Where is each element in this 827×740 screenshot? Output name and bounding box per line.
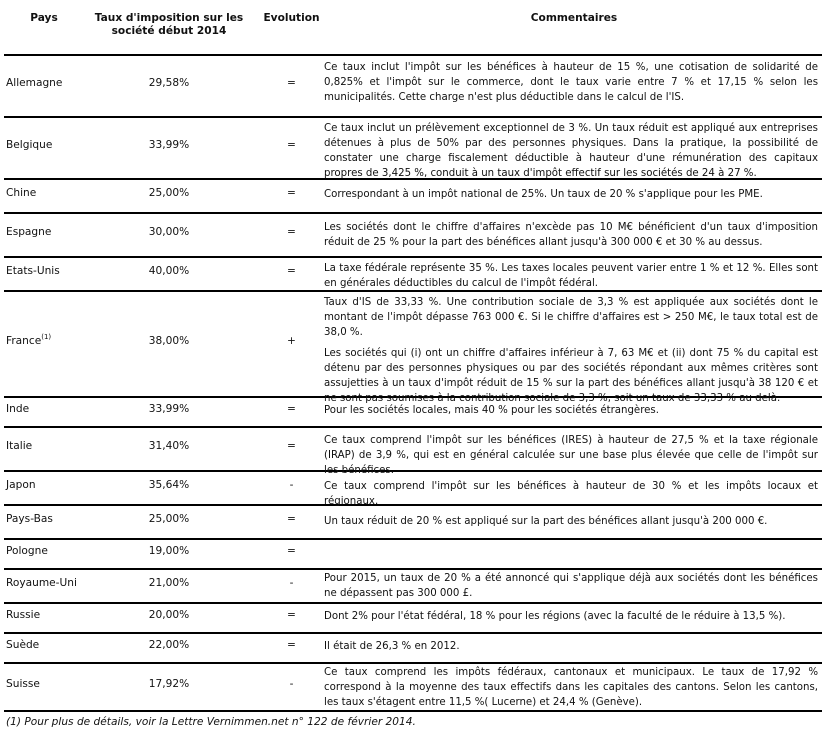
table-row <box>4 602 822 634</box>
tax-rate-cell: 38,00% <box>148 335 190 347</box>
table-row <box>4 426 822 476</box>
country-name: Etats-Unis <box>6 265 60 277</box>
tax-rate-cell: 17,92% <box>148 678 190 690</box>
comment-paragraph: Taux d'IS de 33,33 %. Une contribution sociale de 3,3 % est appliquée aux sociétés dont le montant de l'impôt dépasse 763 000 €. Si le chiffre d'affaires est > 250 M€, le taux total est de 38,0 %. <box>324 297 818 338</box>
header-comments: Commentaires <box>530 12 618 24</box>
tax-rate-cell: 19,00% <box>148 545 190 557</box>
tax-rate-cell: 22,00% <box>148 639 190 651</box>
evolution-cell: - <box>289 678 294 690</box>
country-cell <box>6 138 86 153</box>
header-evolution: Evolution <box>263 12 320 24</box>
country-name: Royaume-Uni <box>6 577 77 589</box>
comment-paragraph: Dont 2% pour l'état fédéral, 18 % pour les régions (avec la faculté de le réduire à 13,5 %). <box>324 611 786 622</box>
tax-rate-cell: 25,00% <box>148 513 190 525</box>
country-cell <box>6 334 86 349</box>
tax-rate-cell: 33,99% <box>148 139 190 151</box>
country-cell <box>6 439 86 454</box>
comment-paragraph: Pour 2015, un taux de 20 % a été annoncé qui s'applique déjà aux sociétés dont les bénéfices ne dépassent pas 300 000 £. <box>324 573 818 599</box>
evolution-cell: - <box>289 577 294 589</box>
tax-rate-cell: 30,00% <box>148 226 190 238</box>
country-cell <box>6 76 86 91</box>
evolution-cell: = <box>287 187 296 199</box>
comments-cell <box>324 187 818 208</box>
evolution-cell: = <box>287 139 296 151</box>
table-row <box>4 470 822 506</box>
country-name: Chine <box>6 187 37 199</box>
country-name: Inde <box>6 403 30 415</box>
comment-paragraph: Correspondant à un impôt national de 25%. Un taux de 20 % s'applique pour les PME. <box>324 189 763 200</box>
tax-rate-cell: 21,00% <box>148 577 190 589</box>
comments-cell <box>324 403 818 424</box>
table-row <box>4 568 822 604</box>
country-cell <box>6 186 86 201</box>
table-row <box>4 212 822 258</box>
table-row <box>4 54 822 118</box>
comment-paragraph: Ce taux inclut l'impôt sur les bénéfices à hauteur de 15 %, une cotisation de solidarité de 0,825% et l'impôt sur le commerce, dont le taux varie entre 7 % et 17,15 % selon les municipalités. Cette charge n'est plus déductible dans le calcul de l'IS. <box>324 62 818 103</box>
table-row <box>4 290 822 404</box>
footnote: (1) Pour plus de détails, voir la Lettre Vernimmen.net n° 122 de février 2014. <box>6 716 416 728</box>
table-row <box>4 504 822 540</box>
header-tax-rate: Taux d'imposition sur les société début 2014 <box>94 12 244 37</box>
table-row <box>4 396 822 428</box>
evolution-cell: - <box>289 479 294 491</box>
country-cell <box>6 264 86 279</box>
evolution-cell: = <box>287 609 296 621</box>
table-row <box>4 662 822 712</box>
evolution-cell: = <box>287 77 296 89</box>
comment-paragraph: La taxe fédérale représente 35 %. Les taxes locales peuvent varier entre 1 % et 12 %. Elles sont en générales déductibles du calcul de l'impôt fédéral. <box>324 263 818 289</box>
tax-rate-cell: 31,40% <box>148 440 190 452</box>
comments-cell <box>324 609 818 630</box>
tax-rate-cell: 35,64% <box>148 479 190 491</box>
footnote-marker: (1) <box>41 333 52 341</box>
table-row <box>4 116 822 180</box>
tax-rate-cell: 33,99% <box>148 403 190 415</box>
evolution-cell: + <box>287 335 296 347</box>
tax-rate-cell: 20,00% <box>148 609 190 621</box>
country-cell <box>6 638 86 653</box>
country-name: Russie <box>6 609 41 621</box>
country-name: France <box>6 335 42 347</box>
tax-rate-cell: 40,00% <box>148 265 190 277</box>
country-cell <box>6 402 86 417</box>
comments-cell <box>324 295 818 412</box>
evolution-cell: = <box>287 403 296 415</box>
comments-cell <box>324 60 818 111</box>
table-row <box>4 256 822 292</box>
comment-paragraph: Pour les sociétés locales, mais 40 % pour les sociétés étrangères. <box>324 405 659 416</box>
country-cell <box>6 677 86 692</box>
evolution-cell: = <box>287 226 296 238</box>
comments-cell <box>324 514 818 535</box>
country-name: Pays-Bas <box>6 513 53 525</box>
country-cell <box>6 576 86 591</box>
comment-paragraph: Ce taux inclut un prélèvement exceptionnel de 3 %. Un taux réduit est appliqué aux entreprises détenues à plus de 50% par des personnes physiques. Dans la pratique, la possibilité de constater une charge fiscalement déductible à hauteur d'une rémunération des capitaux propres de 3,425 %, conduit à un taux d'impôt effectif sur les sociétés de 24 à 27 %. <box>324 123 818 179</box>
comment-paragraph: Les sociétés dont le chiffre d'affaires n'excède pas 10 M€ bénéficient d'un taux d'imposition réduit de 25 % pour la part des bénéfices allant jusqu'à 300 000 € et 30 % au dessus. <box>324 222 818 248</box>
country-name: Italie <box>6 440 33 452</box>
country-name: Suisse <box>6 678 40 690</box>
country-name: Allemagne <box>6 77 63 89</box>
comment-paragraph: Les sociétés qui (i) ont un chiffre d'affaires inférieur à 7, 63 M€ et (ii) dont 75 % du capital est détenu par des personnes physiques ou par des sociétés répondant aux mêmes critères sont assujetties à un taux d'impôt réduit de 15 % sur la part des bénéfices allant jusqu'à 38 120 € et ne sont pas soumises à la contribution sociale de 3,3 %, soit un taux de 33,33 % au delà. <box>324 348 818 404</box>
header-country: Pays <box>30 12 58 24</box>
table-row <box>4 632 822 664</box>
country-cell <box>6 225 86 240</box>
country-cell <box>6 478 86 493</box>
tax-rate-cell: 25,00% <box>148 187 190 199</box>
country-name: Belgique <box>6 139 53 151</box>
table-header <box>4 0 822 56</box>
comments-cell <box>324 639 818 660</box>
country-cell <box>6 544 86 559</box>
country-name: Japon <box>6 479 36 491</box>
evolution-cell: = <box>287 513 296 525</box>
comment-paragraph: Un taux réduit de 20 % est appliqué sur la part des bénéfices allant jusqu'à 200 000 €. <box>324 516 768 527</box>
country-cell <box>6 512 86 527</box>
country-name: Espagne <box>6 226 52 238</box>
country-name: Pologne <box>6 545 48 557</box>
evolution-cell: = <box>287 639 296 651</box>
comment-paragraph: Ce taux comprend l'impôt sur les bénéfices à hauteur de 30 % et les impôts locaux et régionaux. <box>324 481 818 507</box>
comment-paragraph: Il était de 26,3 % en 2012. <box>324 641 460 652</box>
country-name: Suède <box>6 639 40 651</box>
evolution-cell: = <box>287 440 296 452</box>
evolution-cell: = <box>287 265 296 277</box>
comment-paragraph: Ce taux comprend l'impôt sur les bénéfices (IRES) à hauteur de 27,5 % et la taxe régionale (IRAP) de 3,9 %, qui est en général calculée sur une base plus élevée que celle de l'impôt sur les bénéfices. <box>324 435 818 476</box>
comments-cell <box>324 220 818 256</box>
comments-cell <box>324 665 818 716</box>
table-row <box>4 178 822 214</box>
tax-rate-cell: 29,58% <box>148 77 190 89</box>
table-row <box>4 538 822 570</box>
comment-paragraph: Ce taux comprend les impôts fédéraux, cantonaux et municipaux. Le taux de 17,92 % correspond à la moyenne des taux effectifs dans les capitales des cantons. Selon les cantons, les taux s'étagent entre 11,5 %( Lucerne) et 24,4 % (Genève). <box>324 667 818 708</box>
country-cell <box>6 608 86 623</box>
evolution-cell: = <box>287 545 296 557</box>
